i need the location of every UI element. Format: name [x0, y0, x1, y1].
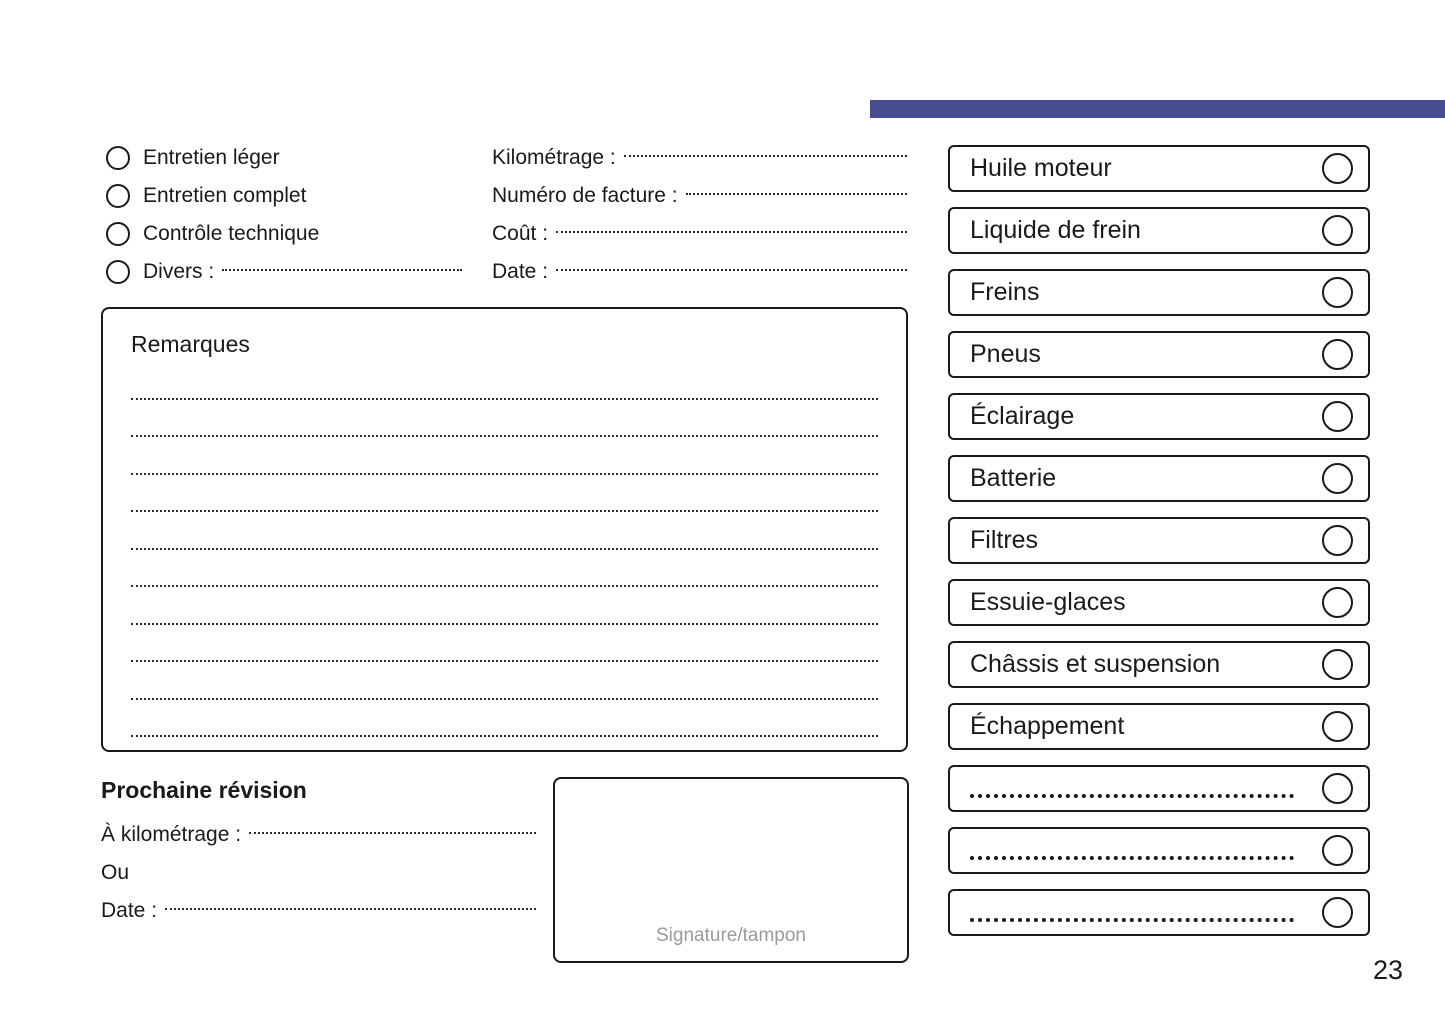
field-row	[101, 816, 536, 854]
check-circle[interactable]	[1322, 463, 1353, 494]
check-circle[interactable]	[1322, 711, 1353, 742]
write-in-line[interactable]	[165, 908, 536, 910]
checklist-item	[948, 393, 1370, 440]
write-in-line[interactable]	[556, 231, 907, 233]
checklist-item-label: Éclairage	[970, 402, 1075, 430]
checklist-item-label: Huile moteur	[970, 154, 1112, 182]
checklist-item	[948, 207, 1370, 254]
option-label: Entretien léger	[143, 146, 280, 169]
write-in-line[interactable]	[624, 155, 907, 157]
radio-circle[interactable]	[106, 222, 130, 246]
write-in-line[interactable]	[249, 832, 536, 834]
checklist-item-label: Batterie	[970, 464, 1057, 492]
radio-circle[interactable]	[106, 146, 130, 170]
checklist-item-blank	[948, 827, 1370, 874]
checklist-item	[948, 703, 1370, 750]
checklist-item	[948, 641, 1370, 688]
checklist-item-blank	[948, 765, 1370, 812]
remarks-box	[101, 307, 908, 752]
remark-write-line[interactable]	[131, 700, 878, 738]
check-circle[interactable]	[1322, 587, 1353, 618]
checklist-item	[948, 517, 1370, 564]
check-circle[interactable]	[1322, 835, 1353, 866]
remark-write-line[interactable]	[131, 550, 878, 588]
invoice-fields	[492, 139, 907, 291]
write-in-line[interactable]	[970, 918, 1294, 922]
field-row	[492, 139, 907, 177]
checklist-item-label: Essuie-glaces	[970, 588, 1126, 616]
field-label: Date :	[101, 899, 158, 922]
checklist-item	[948, 331, 1370, 378]
remark-write-line[interactable]	[131, 662, 878, 700]
option-label: Contrôle technique	[143, 222, 320, 245]
field-row	[492, 215, 907, 253]
write-in-line[interactable]	[970, 856, 1294, 860]
service-type-row	[106, 215, 462, 253]
check-circle[interactable]	[1322, 215, 1353, 246]
service-type-row	[106, 253, 462, 291]
write-in-line[interactable]	[686, 193, 907, 195]
remark-write-line[interactable]	[131, 362, 878, 400]
checklist-item-label: Filtres	[970, 526, 1039, 554]
field-row	[492, 177, 907, 215]
option-label: Divers :	[143, 260, 215, 283]
checklist-item-label: Châssis et suspension	[970, 650, 1221, 678]
radio-circle[interactable]	[106, 184, 130, 208]
checklist-item-label: Freins	[970, 278, 1040, 306]
field-label: Kilométrage :	[492, 146, 616, 169]
checklist-item-label: Pneus	[970, 340, 1041, 368]
checklist-item	[948, 269, 1370, 316]
page-number: 23	[1372, 955, 1403, 985]
remarks-title: Remarques	[131, 331, 250, 357]
field-label: Numéro de facture :	[492, 184, 678, 207]
field-label: Ou	[101, 861, 130, 884]
checklist-item	[948, 455, 1370, 502]
service-type-row	[106, 177, 462, 215]
accent-bar	[870, 100, 1445, 118]
check-circle[interactable]	[1322, 277, 1353, 308]
check-circle[interactable]	[1322, 773, 1353, 804]
check-circle[interactable]	[1322, 649, 1353, 680]
write-in-line[interactable]	[970, 794, 1294, 798]
field-label: À kilométrage :	[101, 823, 242, 846]
checklist-item-blank	[948, 889, 1370, 936]
remark-write-line[interactable]	[131, 587, 878, 625]
check-circle[interactable]	[1322, 897, 1353, 928]
remark-write-line[interactable]	[131, 437, 878, 475]
checklist	[948, 145, 1370, 951]
checklist-item-label: Liquide de frein	[970, 216, 1141, 244]
checklist-item	[948, 145, 1370, 192]
next-service-section	[101, 777, 536, 930]
service-type-options	[106, 139, 462, 291]
option-label: Entretien complet	[143, 184, 307, 207]
signature-placeholder: Signature/tampon	[656, 925, 806, 946]
check-circle[interactable]	[1322, 339, 1353, 370]
radio-circle[interactable]	[106, 260, 130, 284]
check-circle[interactable]	[1322, 153, 1353, 184]
next-service-title: Prochaine révision	[101, 777, 307, 803]
checklist-item	[948, 579, 1370, 626]
checklist-item-label: Échappement	[970, 712, 1125, 740]
remark-write-line[interactable]	[131, 475, 878, 513]
field-label: Coût :	[492, 222, 549, 245]
write-in-line[interactable]	[222, 269, 462, 271]
check-circle[interactable]	[1322, 525, 1353, 556]
check-circle[interactable]	[1322, 401, 1353, 432]
remark-write-line[interactable]	[131, 512, 878, 550]
field-row	[492, 253, 907, 291]
service-type-row	[106, 139, 462, 177]
field-row	[101, 892, 536, 930]
remark-write-line[interactable]	[131, 625, 878, 663]
remark-write-line[interactable]	[131, 400, 878, 438]
field-row	[101, 854, 536, 892]
write-in-line[interactable]	[556, 269, 907, 271]
signature-box[interactable]	[553, 777, 909, 963]
field-label: Date :	[492, 260, 549, 283]
